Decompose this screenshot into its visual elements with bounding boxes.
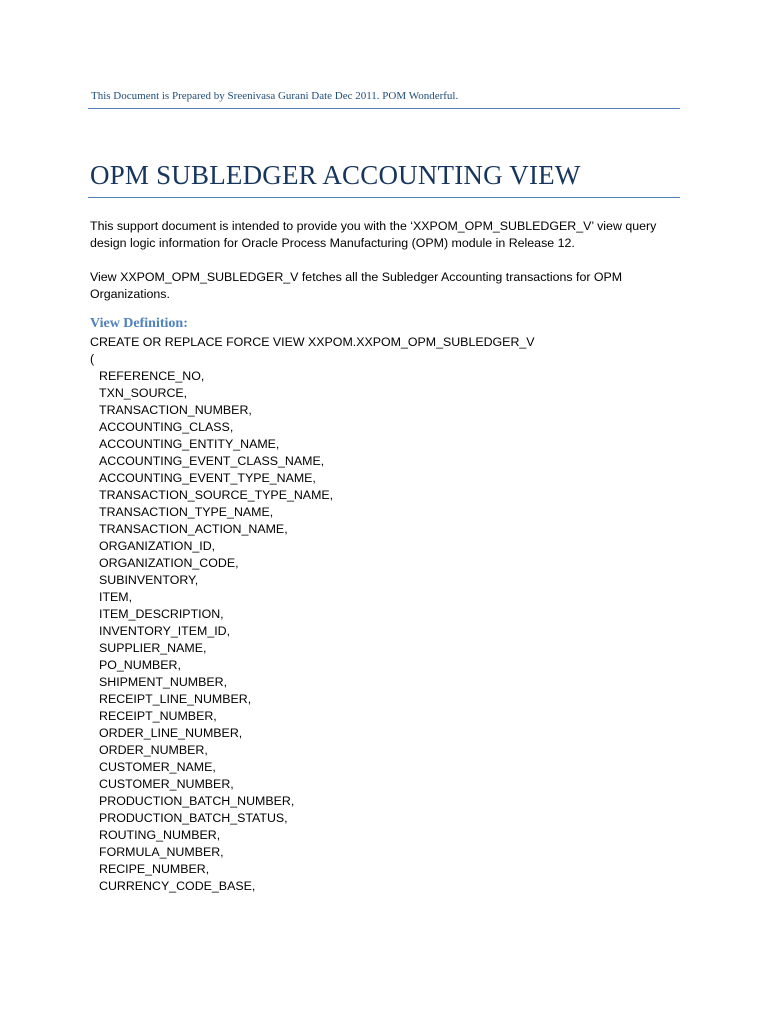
intro-paragraph: This support document is intended to provide you with the ‘XXPOM_OPM_SUBLEDGER_V’ view query design logic information for Oracle Process Manufacturing (OPM) module in Release 12. [90, 219, 657, 250]
column-item: ORGANIZATION_CODE, [99, 556, 239, 570]
column-item: SHIPMENT_NUMBER, [99, 675, 228, 689]
column-item: ORDER_NUMBER, [99, 743, 208, 757]
column-item: TRANSACTION_ACTION_NAME, [99, 522, 288, 536]
column-item: ACCOUNTING_EVENT_CLASS_NAME, [99, 454, 325, 468]
column-item: INVENTORY_ITEM_ID, [99, 624, 231, 638]
header-divider [88, 108, 680, 109]
document-header: This Document is Prepared by Sreenivasa Gurani Date Dec 2011. POM Wonderful. [91, 90, 459, 102]
column-item: ACCOUNTING_ENTITY_NAME, [99, 437, 280, 451]
view-column-list [90, 368, 680, 895]
column-item: CUSTOMER_NAME, [99, 760, 216, 774]
column-item: TRANSACTION_TYPE_NAME, [99, 505, 274, 519]
column-item: ROUTING_NUMBER, [99, 828, 221, 842]
column-item: ITEM_DESCRIPTION, [99, 607, 224, 621]
column-item: ORDER_LINE_NUMBER, [99, 726, 243, 740]
column-item: ACCOUNTING_EVENT_TYPE_NAME, [99, 471, 316, 485]
column-item: ORGANIZATION_ID, [99, 539, 216, 553]
column-item: PO_NUMBER, [99, 658, 181, 672]
column-item: RECIPE_NUMBER, [99, 862, 210, 876]
column-item: SUPPLIER_NAME, [99, 641, 207, 655]
column-item: REFERENCE_NO, [99, 369, 205, 383]
column-item: SUBINVENTORY, [99, 573, 199, 587]
column-item: RECEIPT_NUMBER, [99, 709, 217, 723]
column-item: ITEM, [99, 590, 133, 604]
column-item: CURRENCY_CODE_BASE, [99, 879, 256, 893]
view-definition-heading: View Definition: [90, 316, 188, 331]
open-parenthesis: ( [90, 352, 95, 366]
column-item: TXN_SOURCE, [99, 386, 188, 400]
create-view-statement: CREATE OR REPLACE FORCE VIEW XXPOM.XXPOM_OPM_SUBLEDGER_V [90, 335, 535, 349]
column-item: TRANSACTION_SOURCE_TYPE_NAME, [99, 488, 334, 502]
document-title: OPM SUBLEDGER ACCOUNTING VIEW [90, 160, 581, 190]
column-item: PRODUCTION_BATCH_NUMBER, [99, 794, 295, 808]
column-item: TRANSACTION_NUMBER, [99, 403, 252, 417]
column-item: PRODUCTION_BATCH_STATUS, [99, 811, 288, 825]
column-item: CUSTOMER_NUMBER, [99, 777, 234, 791]
column-item: RECEIPT_LINE_NUMBER, [99, 692, 252, 706]
column-item: ACCOUNTING_CLASS, [99, 420, 234, 434]
document-body [90, 218, 680, 895]
view-summary-paragraph: View XXPOM_OPM_SUBLEDGER_V fetches all the Subledger Accounting transactions for OPM Organizations. [90, 270, 623, 301]
column-item: FORMULA_NUMBER, [99, 845, 224, 859]
title-divider [88, 197, 680, 198]
